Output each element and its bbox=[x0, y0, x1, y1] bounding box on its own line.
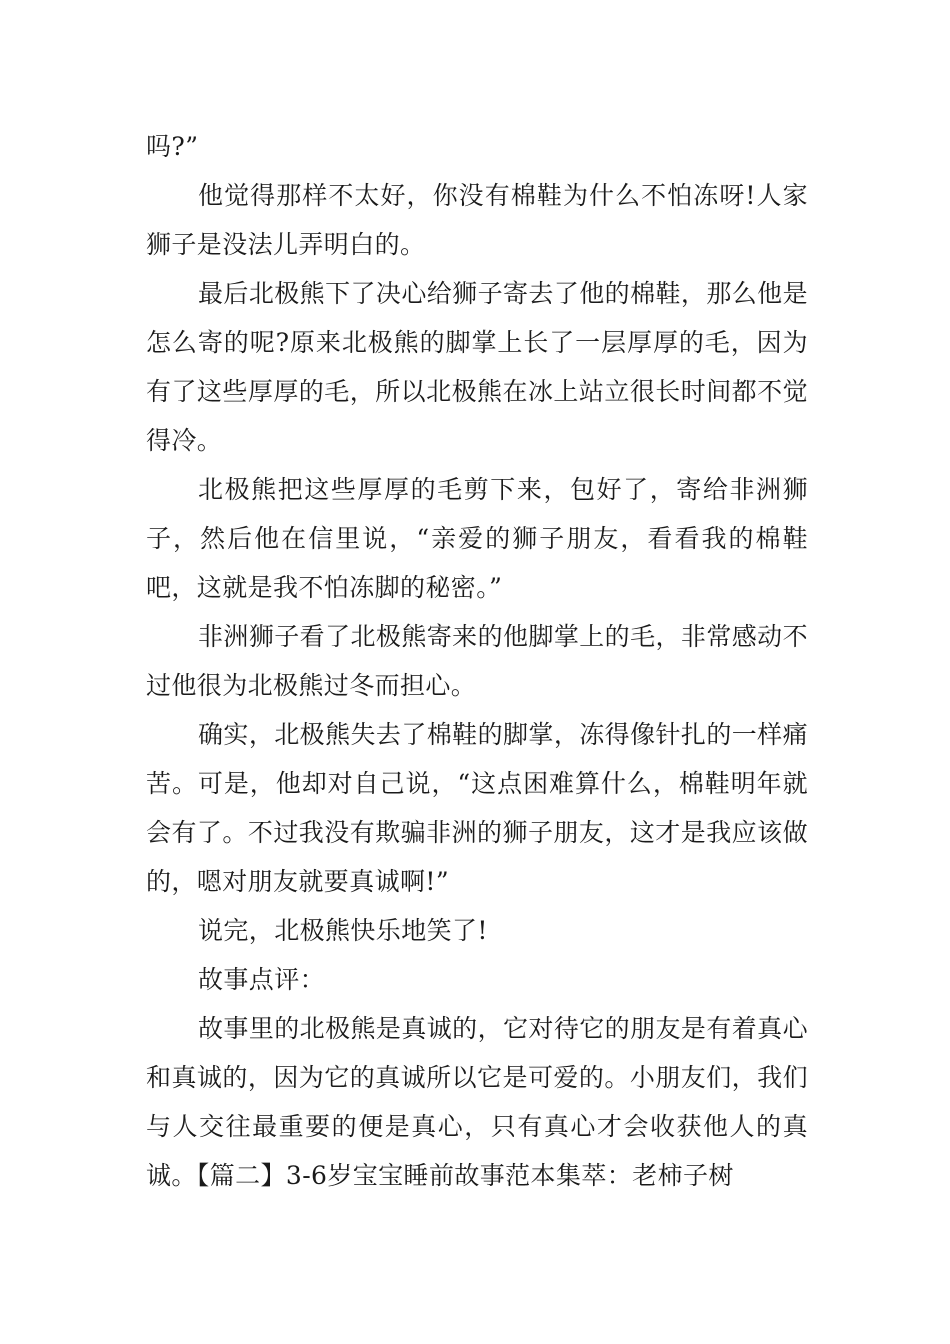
paragraph-4: 北极熊把这些厚厚的毛剪下来，包好了，寄给非洲狮子，然后他在信里说，“亲爱的狮子朋友，看看我的棉鞋吧，这就是我不怕冻脚的秘密。” bbox=[146, 475, 808, 602]
paragraph-5: 非洲狮子看了北极熊寄来的他脚掌上的毛，非常感动不过他很为北极熊过冬而担心。 bbox=[146, 622, 808, 700]
section-heading: 故事点评： bbox=[198, 965, 326, 994]
paragraph-8: 故事里的北极熊是真诚的，它对待它的朋友是有着真心和真诚的，因为它的真诚所以它是可爱的。小朋友们，我们与人交往最重要的便是真心，只有真心才会收获他人的真诚。【篇二】3-6岁宝宝睡前故事范本集萃：老柿子树 bbox=[146, 1014, 808, 1190]
document-body bbox=[146, 122, 808, 1200]
paragraph-6: 确实，北极熊失去了棉鞋的脚掌，冻得像针扎的一样痛苦。可是，他却对自己说，“这点困难算什么，棉鞋明年就会有了。不过我没有欺骗非洲的狮子朋友，这才是我应该做的，嗯对朋友就要真诚啊!” bbox=[146, 720, 808, 896]
paragraph-3: 最后北极熊下了决心给狮子寄去了他的棉鞋，那么他是怎么寄的呢?原来北极熊的脚掌上长了一层厚厚的毛，因为有了这些厚厚的毛，所以北极熊在冰上站立很长时间都不觉得冷。 bbox=[146, 279, 808, 455]
paragraph-1: 吗?” bbox=[146, 132, 199, 161]
paragraph-2: 他觉得那样不太好，你没有棉鞋为什么不怕冻呀!人家狮子是没法儿弄明白的。 bbox=[146, 181, 808, 259]
paragraph-7: 说完，北极熊快乐地笑了! bbox=[198, 916, 488, 945]
